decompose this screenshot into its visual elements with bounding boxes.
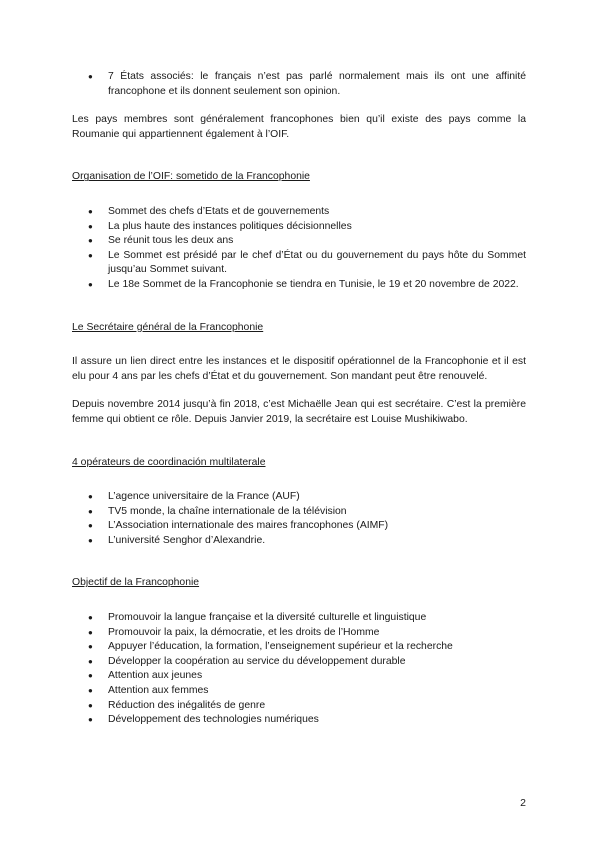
list-item: ● Développement des technologies numériques: [72, 713, 526, 728]
list-item: ● La plus haute des instances politiques décisionnelles: [72, 220, 526, 235]
page-number: 2: [520, 797, 526, 809]
list-item: ● Attention aux jeunes: [72, 669, 526, 684]
list-item: ● Sommet des chefs d’Etats et de gouvernements: [72, 205, 526, 220]
section-heading-secretaire: Le Secrétaire général de la Francophonie: [72, 321, 264, 333]
list-item: ● TV5 monde, la chaîne internationale de la télévision: [72, 505, 526, 520]
section-heading-operateurs: 4 opérateurs de coordinación multilaterale: [72, 456, 266, 468]
list-item: ● Appuyer l’éducation, la formation, l’enseignement supérieur et la recherche: [72, 640, 526, 655]
list-item: ● L’agence universitaire de la France (AUF): [72, 490, 526, 505]
section-heading-organisation: Organisation de l’OIF: sometido de la Francophonie: [72, 171, 310, 183]
secretaire-paragraph-2: Depuis novembre 2014 jusqu’à fin 2018, c’est Michaëlle Jean qui est secrétaire. C’est la première femme qui obtient ce rôle. Depuis Janvier 2019, la secrétaire est Louise Mushikiwabo.: [72, 399, 526, 425]
list-item: ● Attention aux femmes: [72, 684, 526, 699]
list-item: ● Promouvoir la paix, la démocratie, et les droits de l’Homme: [72, 626, 526, 641]
section-heading-objectif: Objectif de la Francophonie: [72, 577, 200, 589]
list-item: ● Le 18e Sommet de la Francophonie se tiendra en Tunisie, le 19 et 20 novembre de 2022.: [72, 278, 526, 293]
intro-bullet-list: [72, 70, 526, 99]
page-content: [72, 70, 526, 728]
list-item: ● L’Association internationale des maires francophones (AIMF): [72, 519, 526, 534]
list-item: ● Promouvoir la langue française et la diversité culturelle et linguistique: [72, 611, 526, 626]
list-item: ● Le Sommet est présidé par le chef d’État ou du gouvernement du pays hôte du Sommet jusqu’au Sommet suivant.: [72, 249, 526, 278]
intro-paragraph: Les pays membres sont généralement francophones bien qu’il existe des pays comme la Roumanie qui appartiennent également à l’OIF.: [72, 114, 526, 140]
list-item: ● Réduction des inégalités de genre: [72, 699, 526, 714]
list-item: ● Se réunit tous les deux ans: [72, 234, 526, 249]
list-item: ● Développer la coopération au service du développement durable: [72, 655, 526, 670]
objectif-bullet-list: [72, 611, 526, 728]
organisation-bullet-list: [72, 205, 526, 293]
list-item: ● L’université Senghor d’Alexandrie.: [72, 534, 526, 549]
list-item: ● 7 États associés: le français n’est pas parlé normalement mais ils ont une affinité francophone et ils donnent seulement son opinion.: [72, 70, 526, 99]
operateurs-bullet-list: [72, 490, 526, 548]
secretaire-paragraph-1: Il assure un lien direct entre les instances et le dispositif opérationnel de la Francophonie et il est elu pour 4 ans par les chefs d’État et du gouvernement. Son mandant peut être renouvelé.: [72, 356, 526, 382]
